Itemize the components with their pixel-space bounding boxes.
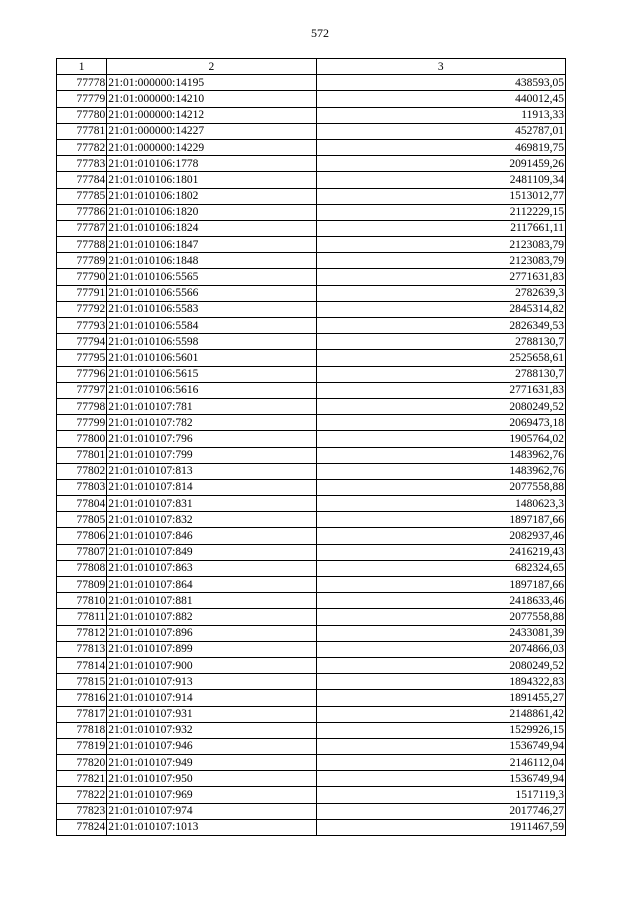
value-cell: 2077558,88: [316, 479, 566, 495]
table-row: [57, 415, 566, 431]
value-cell: 2077558,88: [316, 609, 566, 625]
cadastral-number-cell: 21:01:000000:14210: [107, 91, 316, 107]
row-number-cell: 77819: [57, 738, 107, 754]
value-cell: 1536749,94: [316, 738, 566, 754]
row-number-cell: 77820: [57, 755, 107, 771]
table-row: [57, 657, 566, 673]
table-row: [57, 188, 566, 204]
table-row: [57, 625, 566, 641]
cadastral-number-cell: 21:01:010106:1824: [107, 220, 316, 236]
cadastral-number-cell: 21:01:010106:5565: [107, 269, 316, 285]
row-number-cell: 77801: [57, 447, 107, 463]
table-row: [57, 123, 566, 139]
cadastral-number-cell: 21:01:010107:1013: [107, 819, 316, 835]
row-number-cell: 77787: [57, 220, 107, 236]
table-row: [57, 172, 566, 188]
table-row: [57, 107, 566, 123]
row-number-cell: 77788: [57, 237, 107, 253]
cadastral-number-cell: 21:01:010106:1801: [107, 172, 316, 188]
row-number-cell: 77785: [57, 188, 107, 204]
table-row: [57, 237, 566, 253]
row-number-cell: 77778: [57, 75, 107, 91]
table-row: [57, 512, 566, 528]
column-header-2: 2: [107, 59, 316, 75]
value-cell: 2074866,03: [316, 641, 566, 657]
table-row: [57, 91, 566, 107]
table-row: [57, 722, 566, 738]
value-cell: 1483962,76: [316, 447, 566, 463]
cadastral-number-cell: 21:01:010106:1847: [107, 237, 316, 253]
value-cell: 2069473,18: [316, 415, 566, 431]
row-number-cell: 77790: [57, 269, 107, 285]
row-number-cell: 77799: [57, 415, 107, 431]
cadastral-number-cell: 21:01:010107:950: [107, 771, 316, 787]
value-cell: 2418633,46: [316, 593, 566, 609]
cadastral-number-cell: 21:01:010106:5583: [107, 301, 316, 317]
table-row: [57, 156, 566, 172]
table-row: [57, 577, 566, 593]
value-cell: 2788130,7: [316, 366, 566, 382]
cadastral-number-cell: 21:01:010107:932: [107, 722, 316, 738]
value-cell: 1483962,76: [316, 463, 566, 479]
value-cell: 1480623,3: [316, 496, 566, 512]
value-cell: 1897187,66: [316, 512, 566, 528]
cadastral-number-cell: 21:01:000000:14227: [107, 123, 316, 139]
table-row: [57, 787, 566, 803]
value-cell: 469819,75: [316, 139, 566, 155]
cadastral-number-cell: 21:01:010107:946: [107, 738, 316, 754]
value-cell: 1894322,83: [316, 674, 566, 690]
table-row: [57, 463, 566, 479]
table-row: [57, 755, 566, 771]
cadastral-number-cell: 21:01:010106:5615: [107, 366, 316, 382]
table-header-row: [57, 59, 566, 75]
cadastral-number-cell: 21:01:010107:974: [107, 803, 316, 819]
value-cell: 1536749,94: [316, 771, 566, 787]
table-row: [57, 479, 566, 495]
row-number-cell: 77814: [57, 657, 107, 673]
value-cell: 2481109,34: [316, 172, 566, 188]
cadastral-number-cell: 21:01:010107:913: [107, 674, 316, 690]
row-number-cell: 77794: [57, 334, 107, 350]
table-row: [57, 285, 566, 301]
value-cell: 2525658,61: [316, 350, 566, 366]
table-row: [57, 496, 566, 512]
value-cell: 2782639,3: [316, 285, 566, 301]
cadastral-number-cell: 21:01:010107:846: [107, 528, 316, 544]
cadastral-number-cell: 21:01:010107:896: [107, 625, 316, 641]
row-number-cell: 77796: [57, 366, 107, 382]
table-row: [57, 253, 566, 269]
row-number-cell: 77813: [57, 641, 107, 657]
value-cell: 438593,05: [316, 75, 566, 91]
row-number-cell: 77821: [57, 771, 107, 787]
row-number-cell: 77793: [57, 318, 107, 334]
cadastral-number-cell: 21:01:010106:5566: [107, 285, 316, 301]
table-row: [57, 447, 566, 463]
cadastral-number-cell: 21:01:010106:1848: [107, 253, 316, 269]
value-cell: 2080249,52: [316, 657, 566, 673]
table-row: [57, 382, 566, 398]
table-row: [57, 609, 566, 625]
value-cell: 2826349,53: [316, 318, 566, 334]
value-cell: 2146112,04: [316, 755, 566, 771]
table-row: [57, 690, 566, 706]
value-cell: 1897187,66: [316, 577, 566, 593]
cadastral-number-cell: 21:01:010107:782: [107, 415, 316, 431]
table-row: [57, 220, 566, 236]
value-cell: 452787,01: [316, 123, 566, 139]
row-number-cell: 77807: [57, 544, 107, 560]
row-number-cell: 77797: [57, 382, 107, 398]
cadastral-number-cell: 21:01:010106:1802: [107, 188, 316, 204]
table-row: [57, 398, 566, 414]
value-cell: 2433081,39: [316, 625, 566, 641]
row-number-cell: 77783: [57, 156, 107, 172]
cadastral-number-cell: 21:01:010107:949: [107, 755, 316, 771]
table-row: [57, 204, 566, 220]
cadastral-number-cell: 21:01:010107:781: [107, 398, 316, 414]
cadastral-number-cell: 21:01:010106:1778: [107, 156, 316, 172]
cadastral-number-cell: 21:01:000000:14195: [107, 75, 316, 91]
value-cell: 2416219,43: [316, 544, 566, 560]
row-number-cell: 77780: [57, 107, 107, 123]
row-number-cell: 77789: [57, 253, 107, 269]
cadastral-number-cell: 21:01:010107:969: [107, 787, 316, 803]
value-cell: 2148861,42: [316, 706, 566, 722]
row-number-cell: 77812: [57, 625, 107, 641]
value-cell: 2771631,83: [316, 382, 566, 398]
value-cell: 2771631,83: [316, 269, 566, 285]
row-number-cell: 77811: [57, 609, 107, 625]
row-number-cell: 77804: [57, 496, 107, 512]
row-number-cell: 77782: [57, 139, 107, 155]
table-row: [57, 334, 566, 350]
table-row: [57, 431, 566, 447]
value-cell: 682324,65: [316, 560, 566, 576]
cadastral-number-cell: 21:01:010106:5616: [107, 382, 316, 398]
value-cell: 2082937,46: [316, 528, 566, 544]
row-number-cell: 77824: [57, 819, 107, 835]
table-row: [57, 139, 566, 155]
row-number-cell: 77823: [57, 803, 107, 819]
table-row: [57, 593, 566, 609]
table-row: [57, 269, 566, 285]
value-cell: 1513012,77: [316, 188, 566, 204]
value-cell: 1905764,02: [316, 431, 566, 447]
row-number-cell: 77792: [57, 301, 107, 317]
row-number-cell: 77784: [57, 172, 107, 188]
row-number-cell: 77817: [57, 706, 107, 722]
value-cell: 2788130,7: [316, 334, 566, 350]
row-number-cell: 77805: [57, 512, 107, 528]
cadastral-number-cell: 21:01:000000:14212: [107, 107, 316, 123]
row-number-cell: 77800: [57, 431, 107, 447]
cadastral-number-cell: 21:01:010107:914: [107, 690, 316, 706]
value-cell: 1529926,15: [316, 722, 566, 738]
table-body: [57, 75, 566, 836]
row-number-cell: 77803: [57, 479, 107, 495]
value-cell: 2117661,11: [316, 220, 566, 236]
row-number-cell: 77818: [57, 722, 107, 738]
table-row: [57, 544, 566, 560]
row-number-cell: 77806: [57, 528, 107, 544]
row-number-cell: 77802: [57, 463, 107, 479]
cadastral-number-cell: 21:01:010106:5598: [107, 334, 316, 350]
cadastral-number-cell: 21:01:010107:864: [107, 577, 316, 593]
table-header: [57, 59, 566, 75]
cadastral-number-cell: 21:01:010107:863: [107, 560, 316, 576]
row-number-cell: 77795: [57, 350, 107, 366]
cadastral-number-cell: 21:01:010107:831: [107, 496, 316, 512]
table-row: [57, 819, 566, 835]
value-cell: 11913,33: [316, 107, 566, 123]
cadastral-number-cell: 21:01:010107:849: [107, 544, 316, 560]
row-number-cell: 77798: [57, 398, 107, 414]
table-row: [57, 301, 566, 317]
table-row: [57, 641, 566, 657]
column-header-1: 1: [57, 59, 107, 75]
data-table: [56, 58, 566, 836]
cadastral-number-cell: 21:01:000000:14229: [107, 139, 316, 155]
cadastral-number-cell: 21:01:010107:882: [107, 609, 316, 625]
value-cell: 2845314,82: [316, 301, 566, 317]
page-number: 572: [311, 26, 329, 40]
table-row: [57, 738, 566, 754]
value-cell: 2112229,15: [316, 204, 566, 220]
table-row: [57, 350, 566, 366]
cadastral-number-cell: 21:01:010107:813: [107, 463, 316, 479]
row-number-cell: 77816: [57, 690, 107, 706]
table-row: [57, 75, 566, 91]
cadastral-number-cell: 21:01:010107:900: [107, 657, 316, 673]
row-number-cell: 77786: [57, 204, 107, 220]
value-cell: 1911467,59: [316, 819, 566, 835]
cadastral-number-cell: 21:01:010107:931: [107, 706, 316, 722]
value-cell: 2017746,27: [316, 803, 566, 819]
cadastral-number-cell: 21:01:010107:832: [107, 512, 316, 528]
value-cell: 2123083,79: [316, 253, 566, 269]
cadastral-number-cell: 21:01:010107:799: [107, 447, 316, 463]
cadastral-number-cell: 21:01:010106:5584: [107, 318, 316, 334]
table-row: [57, 560, 566, 576]
cadastral-number-cell: 21:01:010107:796: [107, 431, 316, 447]
value-cell: 1517119,3: [316, 787, 566, 803]
cadastral-number-cell: 21:01:010106:5601: [107, 350, 316, 366]
value-cell: 2123083,79: [316, 237, 566, 253]
row-number-cell: 77779: [57, 91, 107, 107]
cadastral-number-cell: 21:01:010107:899: [107, 641, 316, 657]
row-number-cell: 77808: [57, 560, 107, 576]
table-row: [57, 771, 566, 787]
row-number-cell: 77815: [57, 674, 107, 690]
table-row: [57, 674, 566, 690]
column-header-3: 3: [316, 59, 566, 75]
value-cell: 440012,45: [316, 91, 566, 107]
value-cell: 2080249,52: [316, 398, 566, 414]
row-number-cell: 77791: [57, 285, 107, 301]
row-number-cell: 77822: [57, 787, 107, 803]
row-number-cell: 77809: [57, 577, 107, 593]
cadastral-number-cell: 21:01:010107:814: [107, 479, 316, 495]
table-row: [57, 318, 566, 334]
cadastral-number-cell: 21:01:010107:881: [107, 593, 316, 609]
row-number-cell: 77781: [57, 123, 107, 139]
table-row: [57, 803, 566, 819]
table-row: [57, 706, 566, 722]
value-cell: 2091459,26: [316, 156, 566, 172]
row-number-cell: 77810: [57, 593, 107, 609]
table-row: [57, 528, 566, 544]
table-row: [57, 366, 566, 382]
cadastral-number-cell: 21:01:010106:1820: [107, 204, 316, 220]
value-cell: 1891455,27: [316, 690, 566, 706]
